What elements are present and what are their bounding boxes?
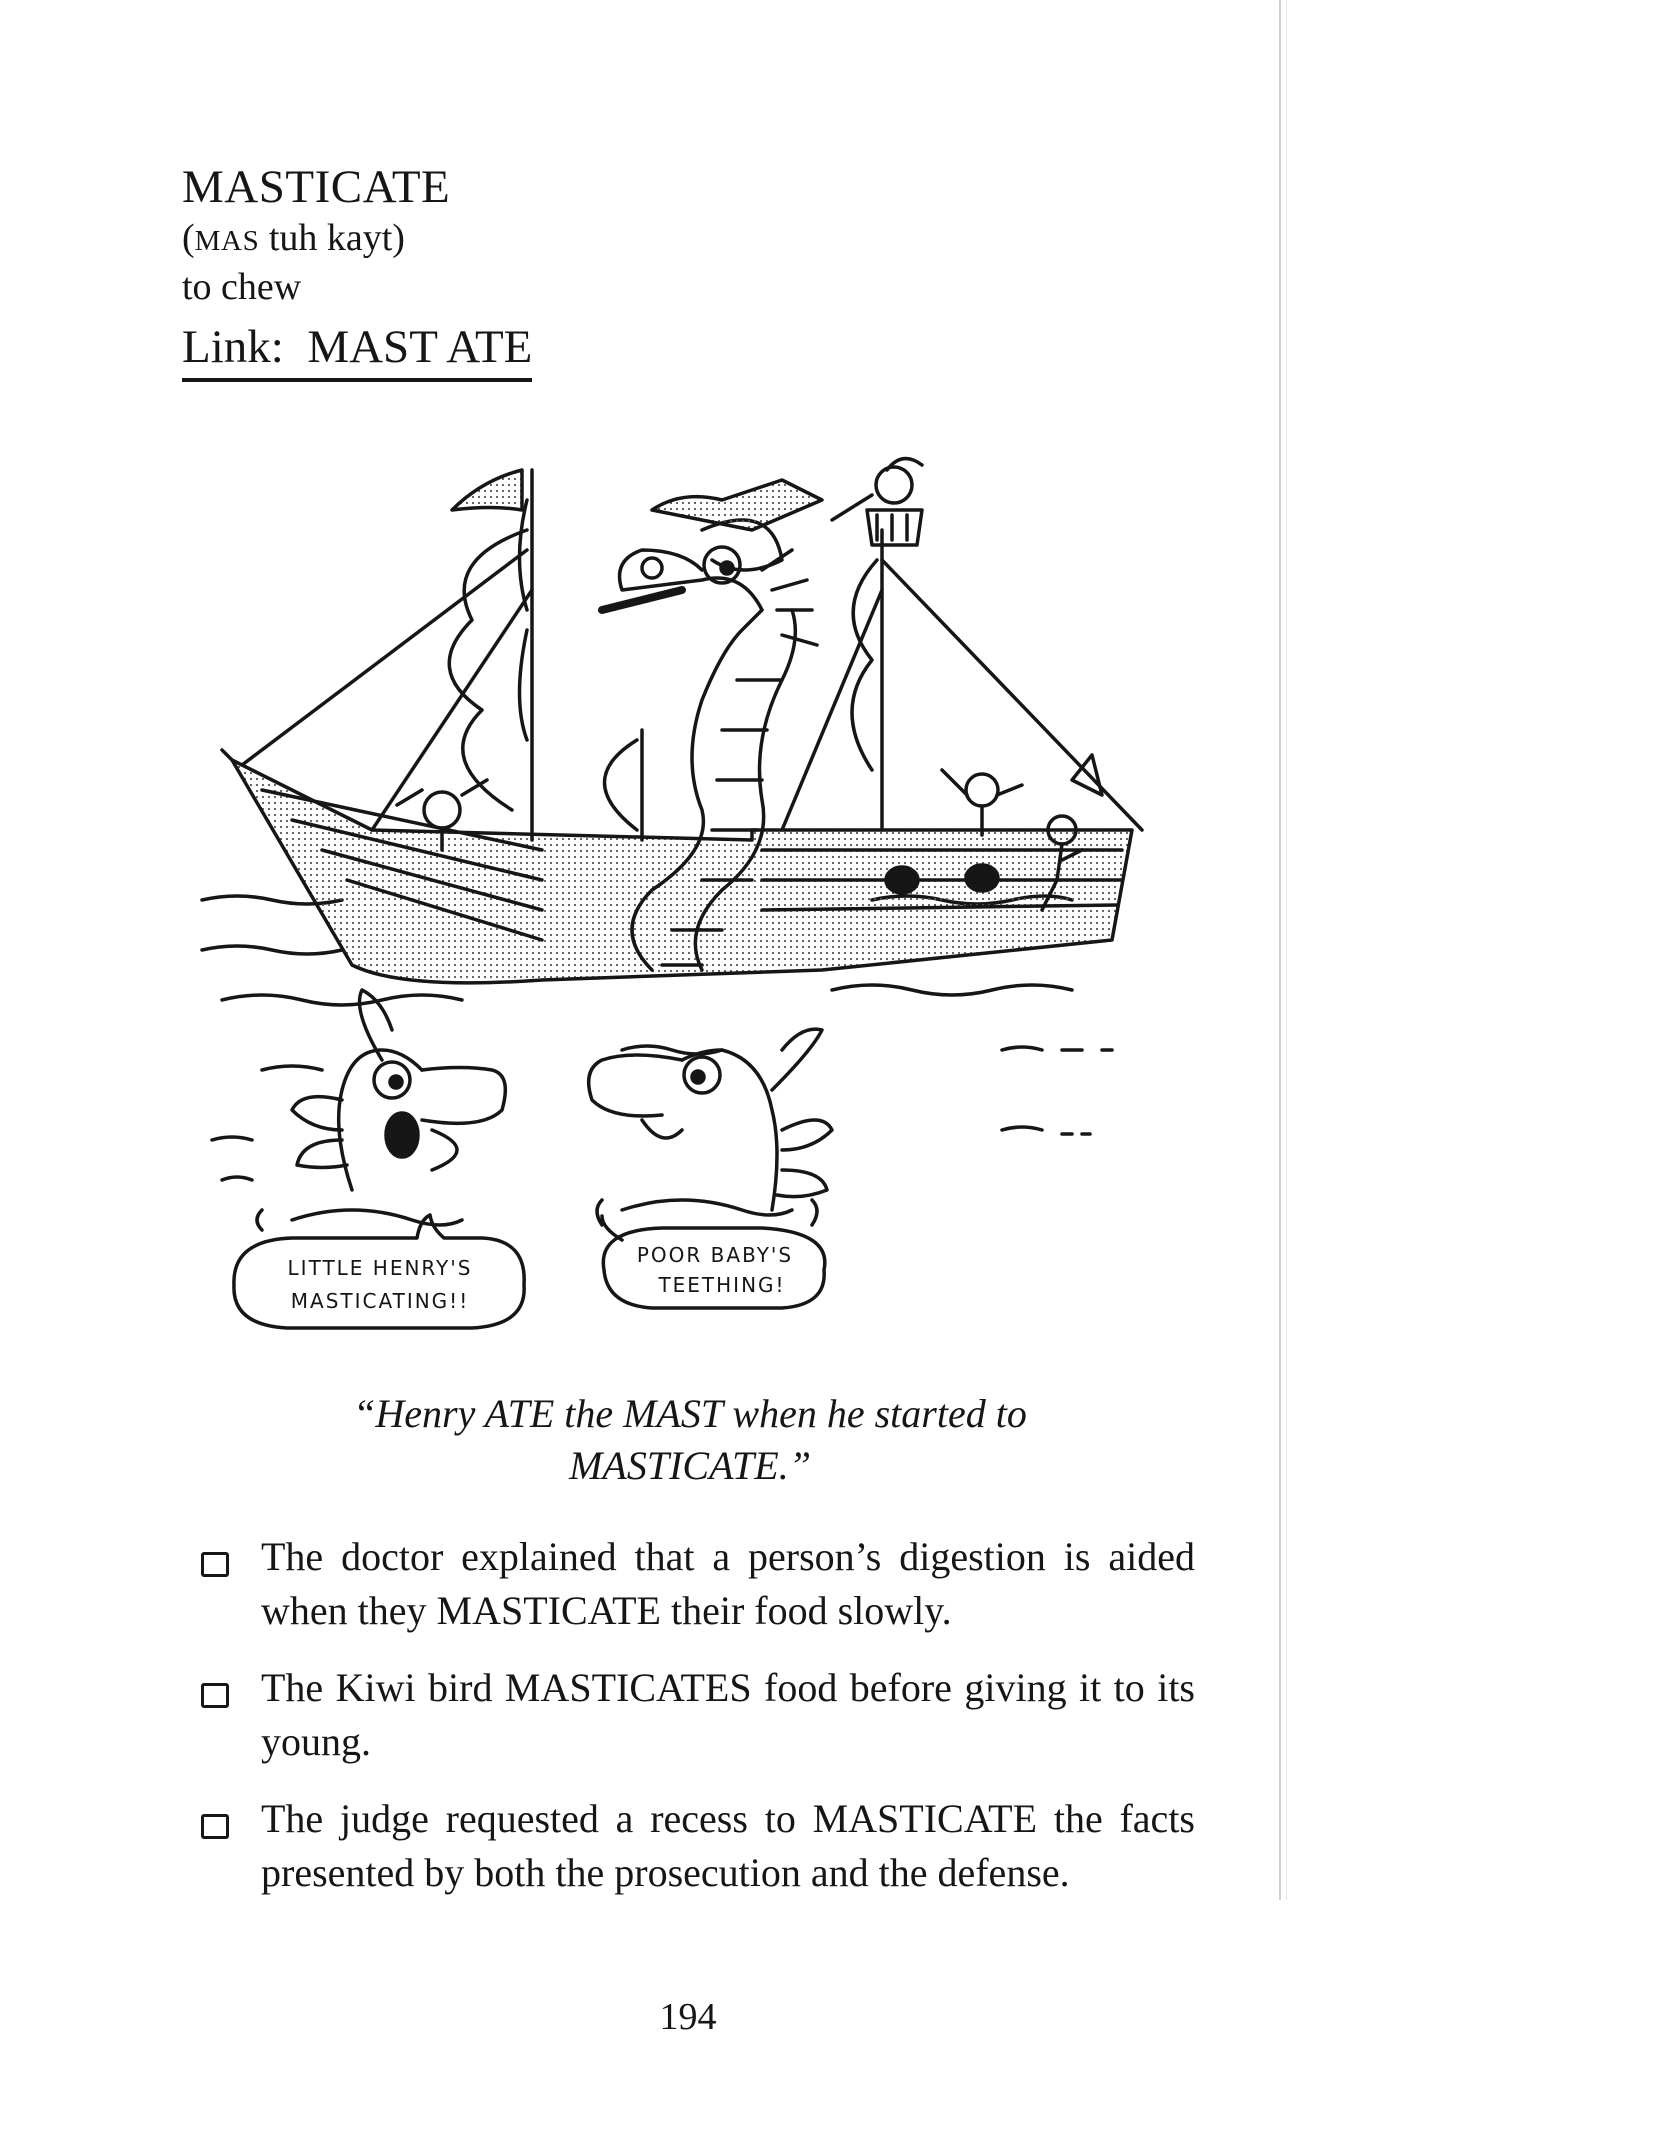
pirate-ship-icon: [222, 459, 1142, 983]
speech-left-line1: LITTLE HENRY'S: [287, 1256, 473, 1280]
checkbox-icon[interactable]: [201, 1814, 229, 1839]
caption-line-1: “Henry ATE the MAST when he started to: [353, 1391, 1027, 1436]
example-item: [195, 1792, 1195, 1900]
pronunciation-rest: tuh kayt): [259, 217, 405, 260]
scan-edge-line-faint: [1286, 0, 1287, 1900]
page-number: 194: [659, 1996, 717, 2038]
pronunciation: (MAS tuh kayt): [182, 217, 405, 260]
link-words: MAST ATE: [307, 320, 533, 373]
example-text: The Kiwi bird MASTICATES food before giving it to its young.: [261, 1665, 1195, 1764]
definition: to chew: [182, 266, 302, 309]
example-item: [195, 1661, 1195, 1769]
speech-left-line2: MASTICATING!!: [290, 1289, 470, 1313]
link-line: [182, 319, 532, 382]
cartoon-caption: [250, 1388, 1130, 1492]
example-item: [195, 1530, 1195, 1638]
speech-right-line2: TEETHING!: [658, 1273, 786, 1297]
baby-dragon-left-icon: [257, 990, 505, 1230]
checkbox-icon[interactable]: [201, 1683, 229, 1708]
example-text: The doctor explained that a person’s digestion is aided when they MASTICATE their food slowly.: [261, 1534, 1195, 1633]
scan-edge-line: [1279, 0, 1281, 1900]
vocab-entry-header: [182, 160, 602, 382]
speech-right-line1: POOR BABY'S: [636, 1243, 794, 1267]
pronunciation-stressed: MAS: [194, 225, 260, 258]
cartoon-illustration: [182, 410, 1202, 1370]
caption-line-2: MASTICATE.”: [569, 1443, 811, 1488]
baby-dragon-right-icon: [589, 1029, 832, 1225]
example-sentences-list: [195, 1530, 1195, 1923]
checkbox-icon[interactable]: [201, 1552, 229, 1577]
vocab-word: MASTICATE: [182, 161, 451, 213]
example-text: The judge requested a recess to MASTICATE the facts presented by both the prosecution and the defense.: [261, 1796, 1195, 1895]
link-label: Link:: [182, 320, 284, 373]
